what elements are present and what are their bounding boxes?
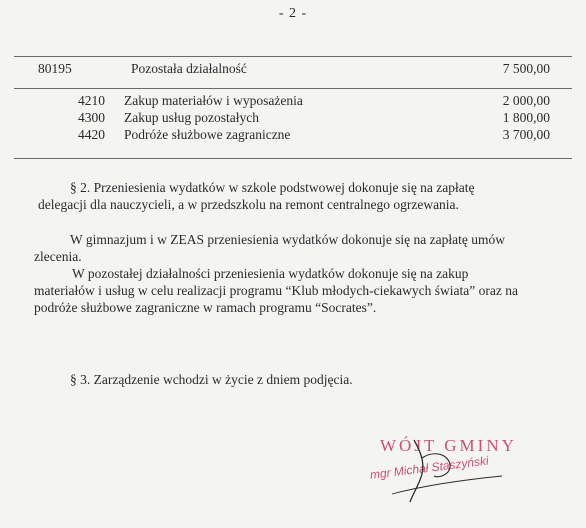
page-number: - 2 - bbox=[278, 6, 308, 21]
section-code: 80195 bbox=[38, 61, 72, 76]
budget-section-row bbox=[0, 61, 586, 77]
paragraph-line: materiałów i usług w celu realizacji programu “Klub młodych-ciekawych świata” oraz na bbox=[34, 283, 518, 298]
item-code: 4300 bbox=[78, 110, 105, 125]
paragraph-gimnazjum bbox=[34, 231, 554, 265]
item-code: 4420 bbox=[78, 127, 105, 142]
paragraph-line: W gimnazjum i w ZEAS przeniesienia wydatków dokonuje się na zapłatę umów bbox=[70, 232, 506, 247]
paragraph-2 bbox=[38, 179, 558, 213]
table-row bbox=[0, 127, 586, 143]
official-stamp bbox=[352, 436, 542, 506]
paragraph-line: delegacji dla nauczycieli, a w przedszkolu na remont centralnego ogrzewania. bbox=[38, 197, 459, 212]
section-label: Pozostała działalność bbox=[131, 61, 247, 76]
paragraph-line: zlecenia. bbox=[34, 249, 82, 264]
item-amount: 2 000,00 bbox=[502, 93, 550, 108]
paragraph-pozostala bbox=[34, 265, 574, 316]
table-row bbox=[0, 93, 586, 109]
table-row bbox=[0, 110, 586, 126]
stamp-name: mgr Michał Staszyński bbox=[369, 453, 490, 482]
item-label: Zakup usług pozostałych bbox=[124, 110, 259, 125]
item-label: Podróże służbowe zagraniczne bbox=[124, 127, 291, 142]
paragraph-3: § 3. Zarządzenie wchodzi w życie z dniem podjęcia. bbox=[70, 372, 353, 387]
section-amount: 7 500,00 bbox=[502, 61, 550, 76]
stamp-title: WÓJT GMINY bbox=[380, 436, 517, 455]
paragraph-line: § 2. Przeniesienia wydatków w szkole podstwowej dokonuje się na zapłatę bbox=[70, 180, 475, 195]
item-label: Zakup materiałów i wyposażenia bbox=[124, 93, 303, 108]
paragraph-line: W pozostałej działalności przeniesienia wydatków dokonuje się na zakup bbox=[72, 266, 469, 281]
item-amount: 3 700,00 bbox=[502, 127, 550, 142]
table-top-rule bbox=[14, 56, 572, 57]
item-code: 4210 bbox=[78, 93, 105, 108]
table-middle-rule bbox=[14, 88, 572, 89]
paragraph-line: podróże służbowe zagraniczne w ramach programu “Socrates”. bbox=[34, 300, 377, 315]
item-amount: 1 800,00 bbox=[502, 110, 550, 125]
table-bottom-rule bbox=[14, 158, 572, 159]
signature-scribble bbox=[352, 436, 542, 506]
